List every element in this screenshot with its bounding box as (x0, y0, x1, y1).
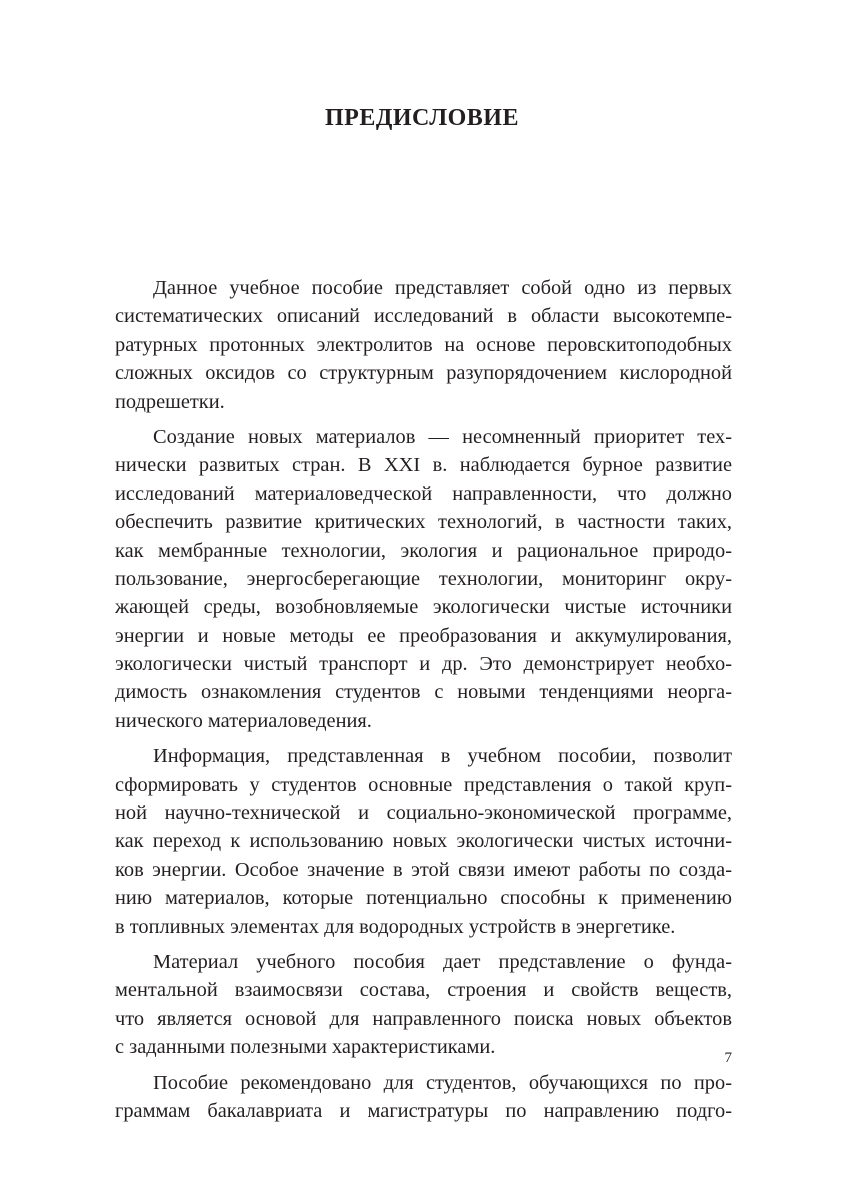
text-line: Создание новых материалов — несомненный приоритет тех- (153, 425, 732, 448)
text-line: нически развитых стран. В XXI в. наблюдается бурное развитие (115, 454, 732, 477)
page-number: 7 (724, 1050, 732, 1066)
paragraph (115, 742, 732, 941)
text-line: Пособие рекомендовано для студентов, обучающихся по про- (153, 1071, 732, 1094)
body-text (115, 274, 732, 1125)
text-line: экологически чистый транспорт и др. Это демонстрирует необхо- (115, 653, 732, 676)
text-line: сформировать у студентов основные представления о такой круп- (115, 773, 732, 796)
text-line: что является основой для направленного поиска новых объектов (115, 1007, 732, 1030)
text-line: жающей среды, возобновляемые экологически чистые источники (115, 596, 732, 619)
text-line: в топливных элементах для водородных устройств в энергетике. (115, 915, 676, 938)
text-line: ков энергии. Особое значение в этой связи имеют работы по созда- (115, 858, 732, 881)
text-line: как мембранные технологии, экология и рациональное природо- (115, 539, 732, 562)
text-line: подрешетки. (115, 390, 225, 413)
text-line: пользование, энергосберегающие технологии, мониторинг окру- (115, 567, 732, 590)
text-line: нического материаловедения. (115, 709, 372, 732)
text-line: сложных оксидов со структурным разупорядочением кислородной (115, 362, 732, 385)
page-title: ПРЕДИСЛОВИЕ (325, 105, 519, 131)
text-line: Материал учебного пособия дает представление о фунда- (153, 950, 732, 973)
text-line: обеспечить развитие критических технологий, в частности таких, (115, 511, 732, 534)
text-line: димость ознакомления студентов с новыми тенденциями неорга- (115, 681, 732, 704)
paragraph (115, 1069, 732, 1126)
text-line: Данное учебное пособие представляет собой одно из первых (153, 277, 732, 299)
text-line: ной научно-технической и социально-экономической программе, (115, 802, 732, 825)
paragraph (115, 423, 732, 735)
text-line: исследований материаловедческой направленности, что должно (115, 482, 732, 505)
text-line: нию материалов, которые потенциально способны к применению (115, 887, 732, 910)
text-line: энергии и новые методы ее преобразования и аккумулирования, (115, 624, 732, 647)
text-line: систематических описаний исследований в области высокотемпе- (115, 305, 732, 328)
text-line: как переход к использованию новых экологически чистых источни- (115, 830, 732, 853)
text-line: с заданными полезными характеристиками. (115, 1036, 496, 1059)
text-line: Информация, представленная в учебном пособии, позволит (153, 745, 732, 768)
text-line: ментальной взаимосвязи состава, строения и свойств веществ, (115, 979, 732, 1002)
paragraph (115, 948, 732, 1062)
text-line: ратурных протонных электролитов на основе перовскитоподобных (115, 333, 732, 356)
text-line: граммам бакалавриата и магистратуры по направлению подго- (115, 1099, 732, 1122)
paragraph (115, 274, 732, 416)
